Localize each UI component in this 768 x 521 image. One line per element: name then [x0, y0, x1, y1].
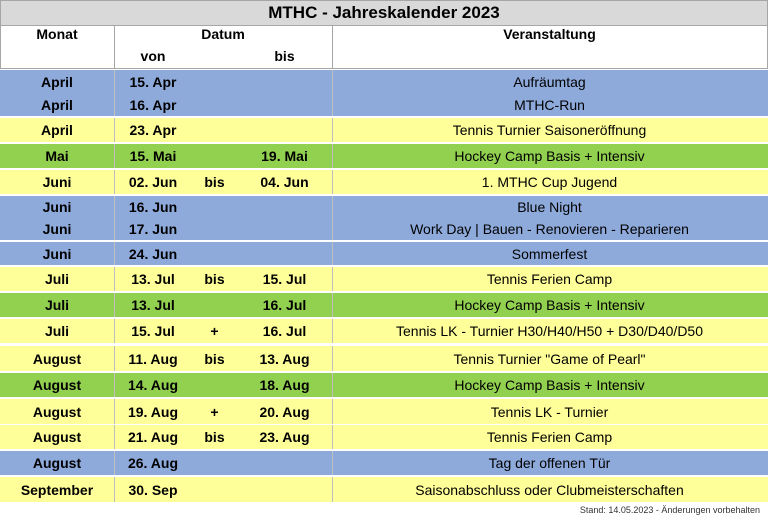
column-divider	[114, 242, 115, 265]
cell-veranstaltung: Tennis Ferien Camp	[486, 429, 613, 445]
cell-von: 11. Aug	[128, 350, 178, 367]
page-title: MTHC - Jahreskalender 2023	[0, 0, 768, 26]
cell-von: 13. Jul	[131, 297, 175, 313]
cell-von: 16. Jun	[128, 199, 178, 215]
table-row	[0, 346, 768, 371]
cell-von: 19. Aug	[127, 403, 179, 420]
column-divider	[114, 144, 115, 168]
column-divider	[114, 425, 115, 449]
cell-monat: Juni	[42, 199, 72, 215]
cell-monat: April	[41, 73, 73, 90]
cell-bis	[237, 218, 332, 240]
cell-bis	[237, 196, 332, 218]
footer-note: Stand: 14.05.2023 - Änderungen vorbehalten	[579, 505, 760, 515]
table-row-line	[0, 267, 768, 291]
table-row	[0, 170, 768, 194]
column-divider	[114, 70, 115, 116]
cell-von: 02. Jun	[128, 174, 178, 190]
cell-separator	[192, 93, 237, 116]
column-divider	[114, 373, 115, 397]
table-row-line	[0, 451, 768, 475]
cell-monat: Juli	[44, 323, 70, 339]
column-divider	[114, 170, 115, 194]
cell-monat: August	[32, 377, 82, 393]
header-datum: Datum	[201, 26, 245, 42]
table-row	[0, 399, 768, 424]
cell-bis	[237, 451, 332, 475]
cell-bis: 16. Jul	[262, 297, 307, 313]
header-monat: Monat	[36, 26, 78, 42]
cell-separator	[192, 373, 237, 397]
column-divider	[332, 399, 333, 424]
cell-separator: bis	[204, 429, 225, 445]
cell-veranstaltung: Tennis Turnier Saisoneröffnung	[452, 122, 647, 138]
cell-von: 26. Aug	[127, 455, 179, 471]
column-divider	[114, 319, 115, 343]
cell-bis: 16. Jul	[262, 323, 307, 339]
cell-veranstaltung: Tag der offenen Tür	[488, 455, 611, 471]
table-row-line	[0, 293, 768, 317]
cell-veranstaltung: Hockey Camp Basis + Intensiv	[454, 297, 645, 313]
cell-von: 15. Mai	[129, 148, 177, 164]
table-row	[0, 70, 768, 116]
cell-separator	[192, 218, 237, 240]
column-divider	[332, 319, 333, 343]
column-divider	[114, 451, 115, 475]
cell-separator	[192, 196, 237, 218]
table-row-line	[0, 242, 768, 265]
table-row	[0, 425, 768, 449]
column-divider	[114, 118, 115, 142]
cell-von: 17. Jun	[128, 221, 178, 237]
table-row	[0, 242, 768, 265]
column-divider	[332, 196, 333, 240]
cell-bis	[237, 242, 332, 265]
cell-monat: April	[41, 122, 73, 138]
cell-bis: 18. Aug	[259, 377, 310, 393]
table-row	[0, 451, 768, 475]
cell-bis	[237, 70, 332, 93]
header-border-bottom	[0, 68, 768, 69]
cell-von: 16. Apr	[129, 96, 177, 113]
cell-veranstaltung: Hockey Camp Basis + Intensiv	[454, 148, 645, 164]
cell-veranstaltung: Sommerfest	[511, 245, 588, 262]
header-bis: bis	[274, 48, 295, 64]
cell-bis: 23. Aug	[259, 429, 310, 445]
cell-veranstaltung: Blue Night	[517, 199, 582, 215]
header-border	[114, 25, 115, 68]
cell-veranstaltung: Work Day | Bauen - Renovieren - Reparieren	[410, 221, 689, 237]
table-row-line	[0, 170, 768, 194]
column-divider	[332, 477, 333, 502]
cell-monat: Juni	[42, 221, 72, 237]
cell-separator	[192, 118, 237, 142]
table-row-line	[0, 477, 768, 502]
table-row	[0, 373, 768, 397]
table-row-line	[0, 346, 768, 371]
cell-von: 15. Apr	[129, 73, 177, 90]
cell-separator	[192, 293, 237, 317]
cell-monat: August	[32, 429, 82, 445]
column-divider	[332, 425, 333, 449]
cell-veranstaltung: Tennis LK - Turnier	[490, 403, 609, 420]
cell-veranstaltung: 1. MTHC Cup Jugend	[481, 174, 618, 190]
table-row	[0, 118, 768, 142]
cell-monat: August	[32, 403, 82, 420]
table-row	[0, 144, 768, 168]
column-divider	[332, 70, 333, 116]
column-divider	[114, 293, 115, 317]
column-divider	[114, 477, 115, 502]
header-border	[332, 25, 333, 68]
cell-von: 13. Jul	[131, 271, 175, 287]
header-von: von	[140, 48, 166, 64]
cell-monat: August	[32, 455, 82, 471]
cell-bis	[237, 477, 332, 502]
cell-separator: bis	[204, 350, 225, 367]
cell-monat: September	[20, 481, 94, 498]
cell-veranstaltung: Aufräumtag	[513, 73, 586, 90]
table-row	[0, 293, 768, 317]
cell-separator: +	[210, 403, 219, 420]
cell-monat: April	[41, 96, 73, 113]
cell-separator	[192, 477, 237, 502]
cell-bis: 19. Mai	[261, 148, 308, 164]
table-row-line	[0, 218, 768, 240]
cell-veranstaltung: Saisonabschluss oder Clubmeisterschaften	[415, 481, 684, 498]
cell-separator: bis	[204, 174, 225, 190]
cell-separator	[192, 451, 237, 475]
table-row-line	[0, 425, 768, 449]
cell-bis	[237, 93, 332, 116]
cell-separator	[192, 144, 237, 168]
table-row-line	[0, 70, 768, 93]
table-row	[0, 319, 768, 343]
cell-von: 24. Jun	[128, 245, 178, 262]
cell-von: 21. Aug	[127, 429, 179, 445]
table-row-line	[0, 93, 768, 116]
cell-von: 30. Sep	[128, 481, 178, 498]
cell-veranstaltung: MTHC-Run	[514, 96, 585, 113]
cell-monat: Juli	[44, 297, 70, 313]
cell-separator	[192, 70, 237, 93]
cell-monat: August	[32, 350, 82, 367]
cell-bis	[237, 118, 332, 142]
cell-monat: Juli	[44, 271, 70, 287]
column-divider	[332, 451, 333, 475]
column-divider	[332, 118, 333, 142]
column-divider	[332, 242, 333, 265]
table-row-line	[0, 373, 768, 397]
cell-veranstaltung: Tennis Ferien Camp	[486, 271, 613, 287]
cell-von: 23. Apr	[129, 122, 177, 138]
table-row-line	[0, 399, 768, 424]
cell-bis: 15. Jul	[262, 271, 307, 287]
cell-separator	[192, 242, 237, 265]
cell-veranstaltung: Hockey Camp Basis + Intensiv	[454, 377, 645, 393]
cell-bis: 20. Aug	[259, 403, 310, 420]
cell-veranstaltung: Tennis LK - Turnier H30/H40/H50 + D30/D40/D50	[396, 323, 703, 339]
table-row	[0, 196, 768, 240]
column-divider	[332, 346, 333, 371]
cell-von: 15. Jul	[131, 323, 175, 339]
column-divider	[332, 170, 333, 194]
cell-monat: Mai	[45, 148, 69, 164]
cell-von: 14. Aug	[127, 377, 179, 393]
column-divider	[114, 267, 115, 291]
table-row	[0, 477, 768, 502]
column-divider	[114, 346, 115, 371]
column-divider	[114, 399, 115, 424]
cell-separator: bis	[204, 271, 225, 287]
column-divider	[332, 293, 333, 317]
header-veranstaltung: Veranstaltung	[503, 26, 596, 42]
column-divider	[114, 196, 115, 240]
column-divider	[332, 373, 333, 397]
table-row-line	[0, 118, 768, 142]
table-row-line	[0, 196, 768, 218]
table-row-line	[0, 319, 768, 343]
column-divider	[332, 144, 333, 168]
cell-bis: 04. Jun	[260, 174, 309, 190]
table-row-line	[0, 144, 768, 168]
cell-veranstaltung: Tennis Turnier "Game of Pearl"	[453, 350, 646, 367]
table-row	[0, 267, 768, 291]
header-border-left	[0, 25, 1, 68]
cell-bis: 13. Aug	[259, 350, 310, 367]
cell-monat: Juni	[42, 245, 72, 262]
cell-separator: +	[210, 323, 219, 339]
column-divider	[332, 267, 333, 291]
cell-monat: Juni	[42, 174, 72, 190]
